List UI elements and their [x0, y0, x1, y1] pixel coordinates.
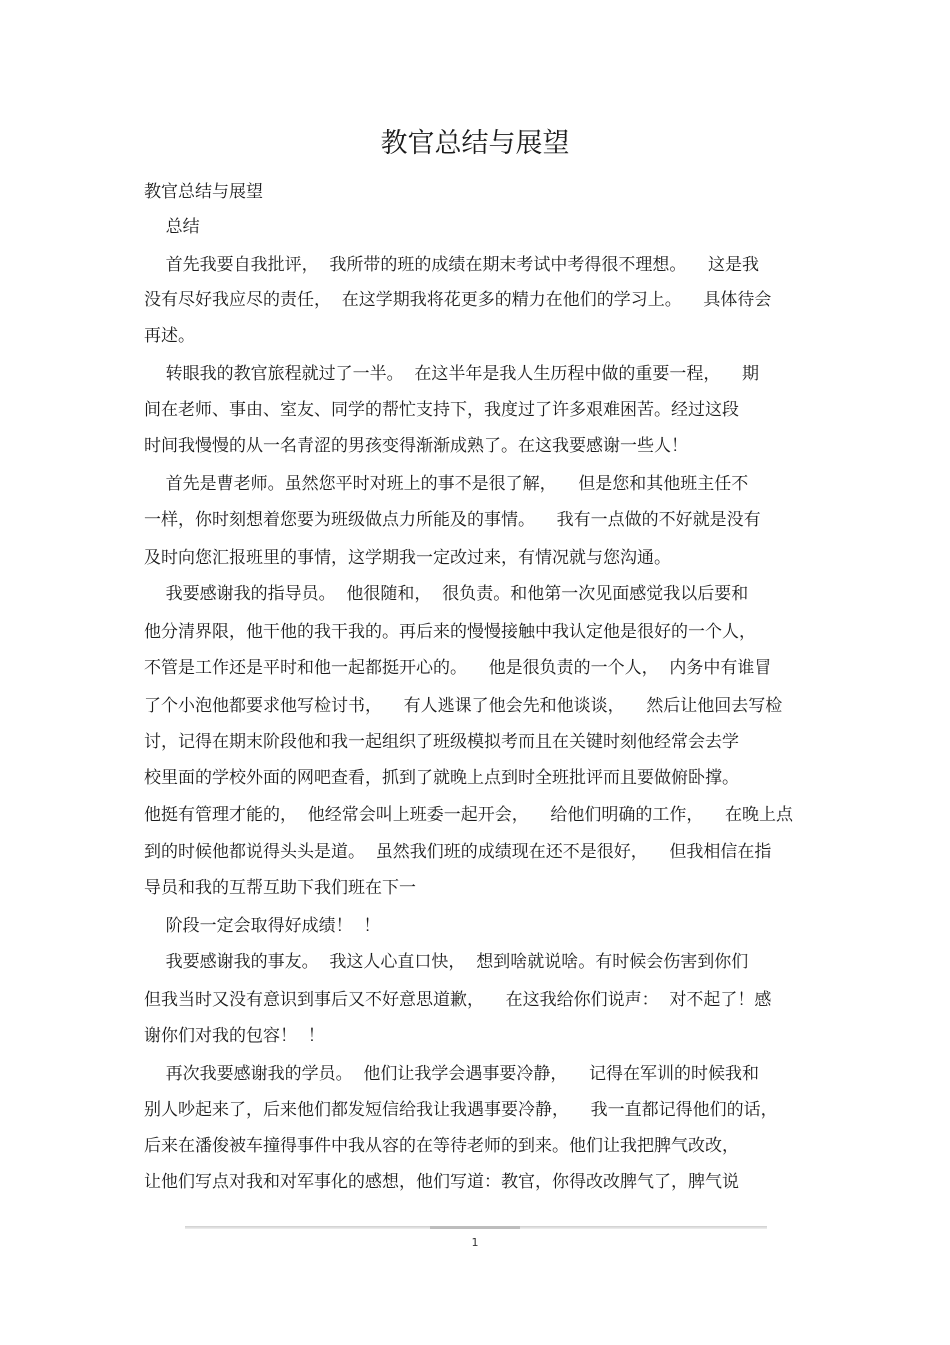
body-line: 不管是工作还是平时和他一起都挺开心的。 他是很负责的一个人， 内务中有谁冒	[144, 658, 772, 678]
body-line: 到的时候他都说得头头是道。 虽然我们班的成绩现在还不是很好， 但我相信在指	[144, 842, 772, 862]
body-line: 我要感谢我的指导员。 他很随和， 很负责。和他第一次见面感觉我以后要和	[144, 584, 749, 604]
body-line: 没有尽好我应尽的责任， 在这学期我将花更多的精力在他们的学习上。 具体待会	[144, 290, 772, 310]
body-line: 了个小泡他都要求他写检讨书， 有人逃课了他会先和他谈谈， 然后让他回去写检	[144, 696, 783, 716]
body-line: 别人吵起来了，后来他们都发短信给我让我遇事要冷静， 我一直都记得他们的话，	[144, 1100, 778, 1120]
body-line: 讨，记得在期末阶段他和我一起组织了班级模拟考而且在关键时刻他经常会去学	[144, 732, 739, 752]
body-line: 阶段一定会取得好成绩！ ！	[144, 916, 381, 936]
body-line: 他挺有管理才能的， 他经常会叫上班委一起开会， 给他们明确的工作， 在晚上点	[144, 805, 794, 825]
body-line: 再述。	[144, 326, 195, 346]
body-line: 我要感谢我的事友。 我这人心直口快， 想到啥就说啥。有时候会伤害到你们	[144, 952, 749, 972]
body-line: 再次我要感谢我的学员。 他们让我学会遇事要冷静， 记得在军训的时候我和	[144, 1064, 760, 1084]
body-line: 间在老师、事由、室友、同学的帮忙支持下，我度过了许多艰难困苦。经过这段	[144, 400, 739, 420]
body-line: 转眼我的教官旅程就过了一半。 在这半年是我人生历程中做的重要一程， 期	[144, 364, 760, 384]
footer-rule	[185, 1226, 767, 1229]
document-title: 教官总结与展望	[380, 128, 570, 159]
body-line: 他分清界限，他干他的我干我的。再后来的慢慢接触中我认定他是很好的一个人，	[144, 622, 756, 642]
body-line: 后来在潘俊被车撞得事件中我从容的在等待老师的到来。他们让我把脾气改改，	[144, 1136, 739, 1156]
body-line: 但我当时又没有意识到事后又不好意思道歉， 在这我给你们说声： 对不起了！感	[144, 990, 772, 1010]
body-line: 首先我要自我批评， 我所带的班的成绩在期末考试中考得很不理想。 这是我	[144, 255, 760, 275]
body-line: 总结	[144, 217, 200, 237]
body-line: 首先是曹老师。虽然您平时对班上的事不是很了解， 但是您和其他班主任不	[144, 474, 749, 494]
body-line: 一样，你时刻想着您要为班级做点力所能及的事情。 我有一点做的不好就是没有	[144, 510, 761, 530]
body-line: 导员和我的互帮互助下我们班在下一	[144, 878, 416, 898]
body-line: 时间我慢慢的从一名青涩的男孩变得渐渐成熟了。在这我要感谢一些人！	[144, 436, 688, 456]
body-line: 教官总结与展望	[144, 182, 263, 202]
body-line: 及时向您汇报班里的事情，这学期我一定改过来，有情况就与您沟通。	[144, 548, 671, 568]
body-line: 校里面的学校外面的网吧查看，抓到了就晚上点到时全班批评而且要做俯卧撑。	[144, 768, 739, 788]
body-line: 让他们写点对我和对军事化的感想，他们写道：教官，你得改改脾气了，脾气说	[144, 1172, 739, 1192]
body-line: 谢你们对我的包容！ ！	[144, 1026, 325, 1046]
page-number: 1	[471, 1236, 479, 1249]
